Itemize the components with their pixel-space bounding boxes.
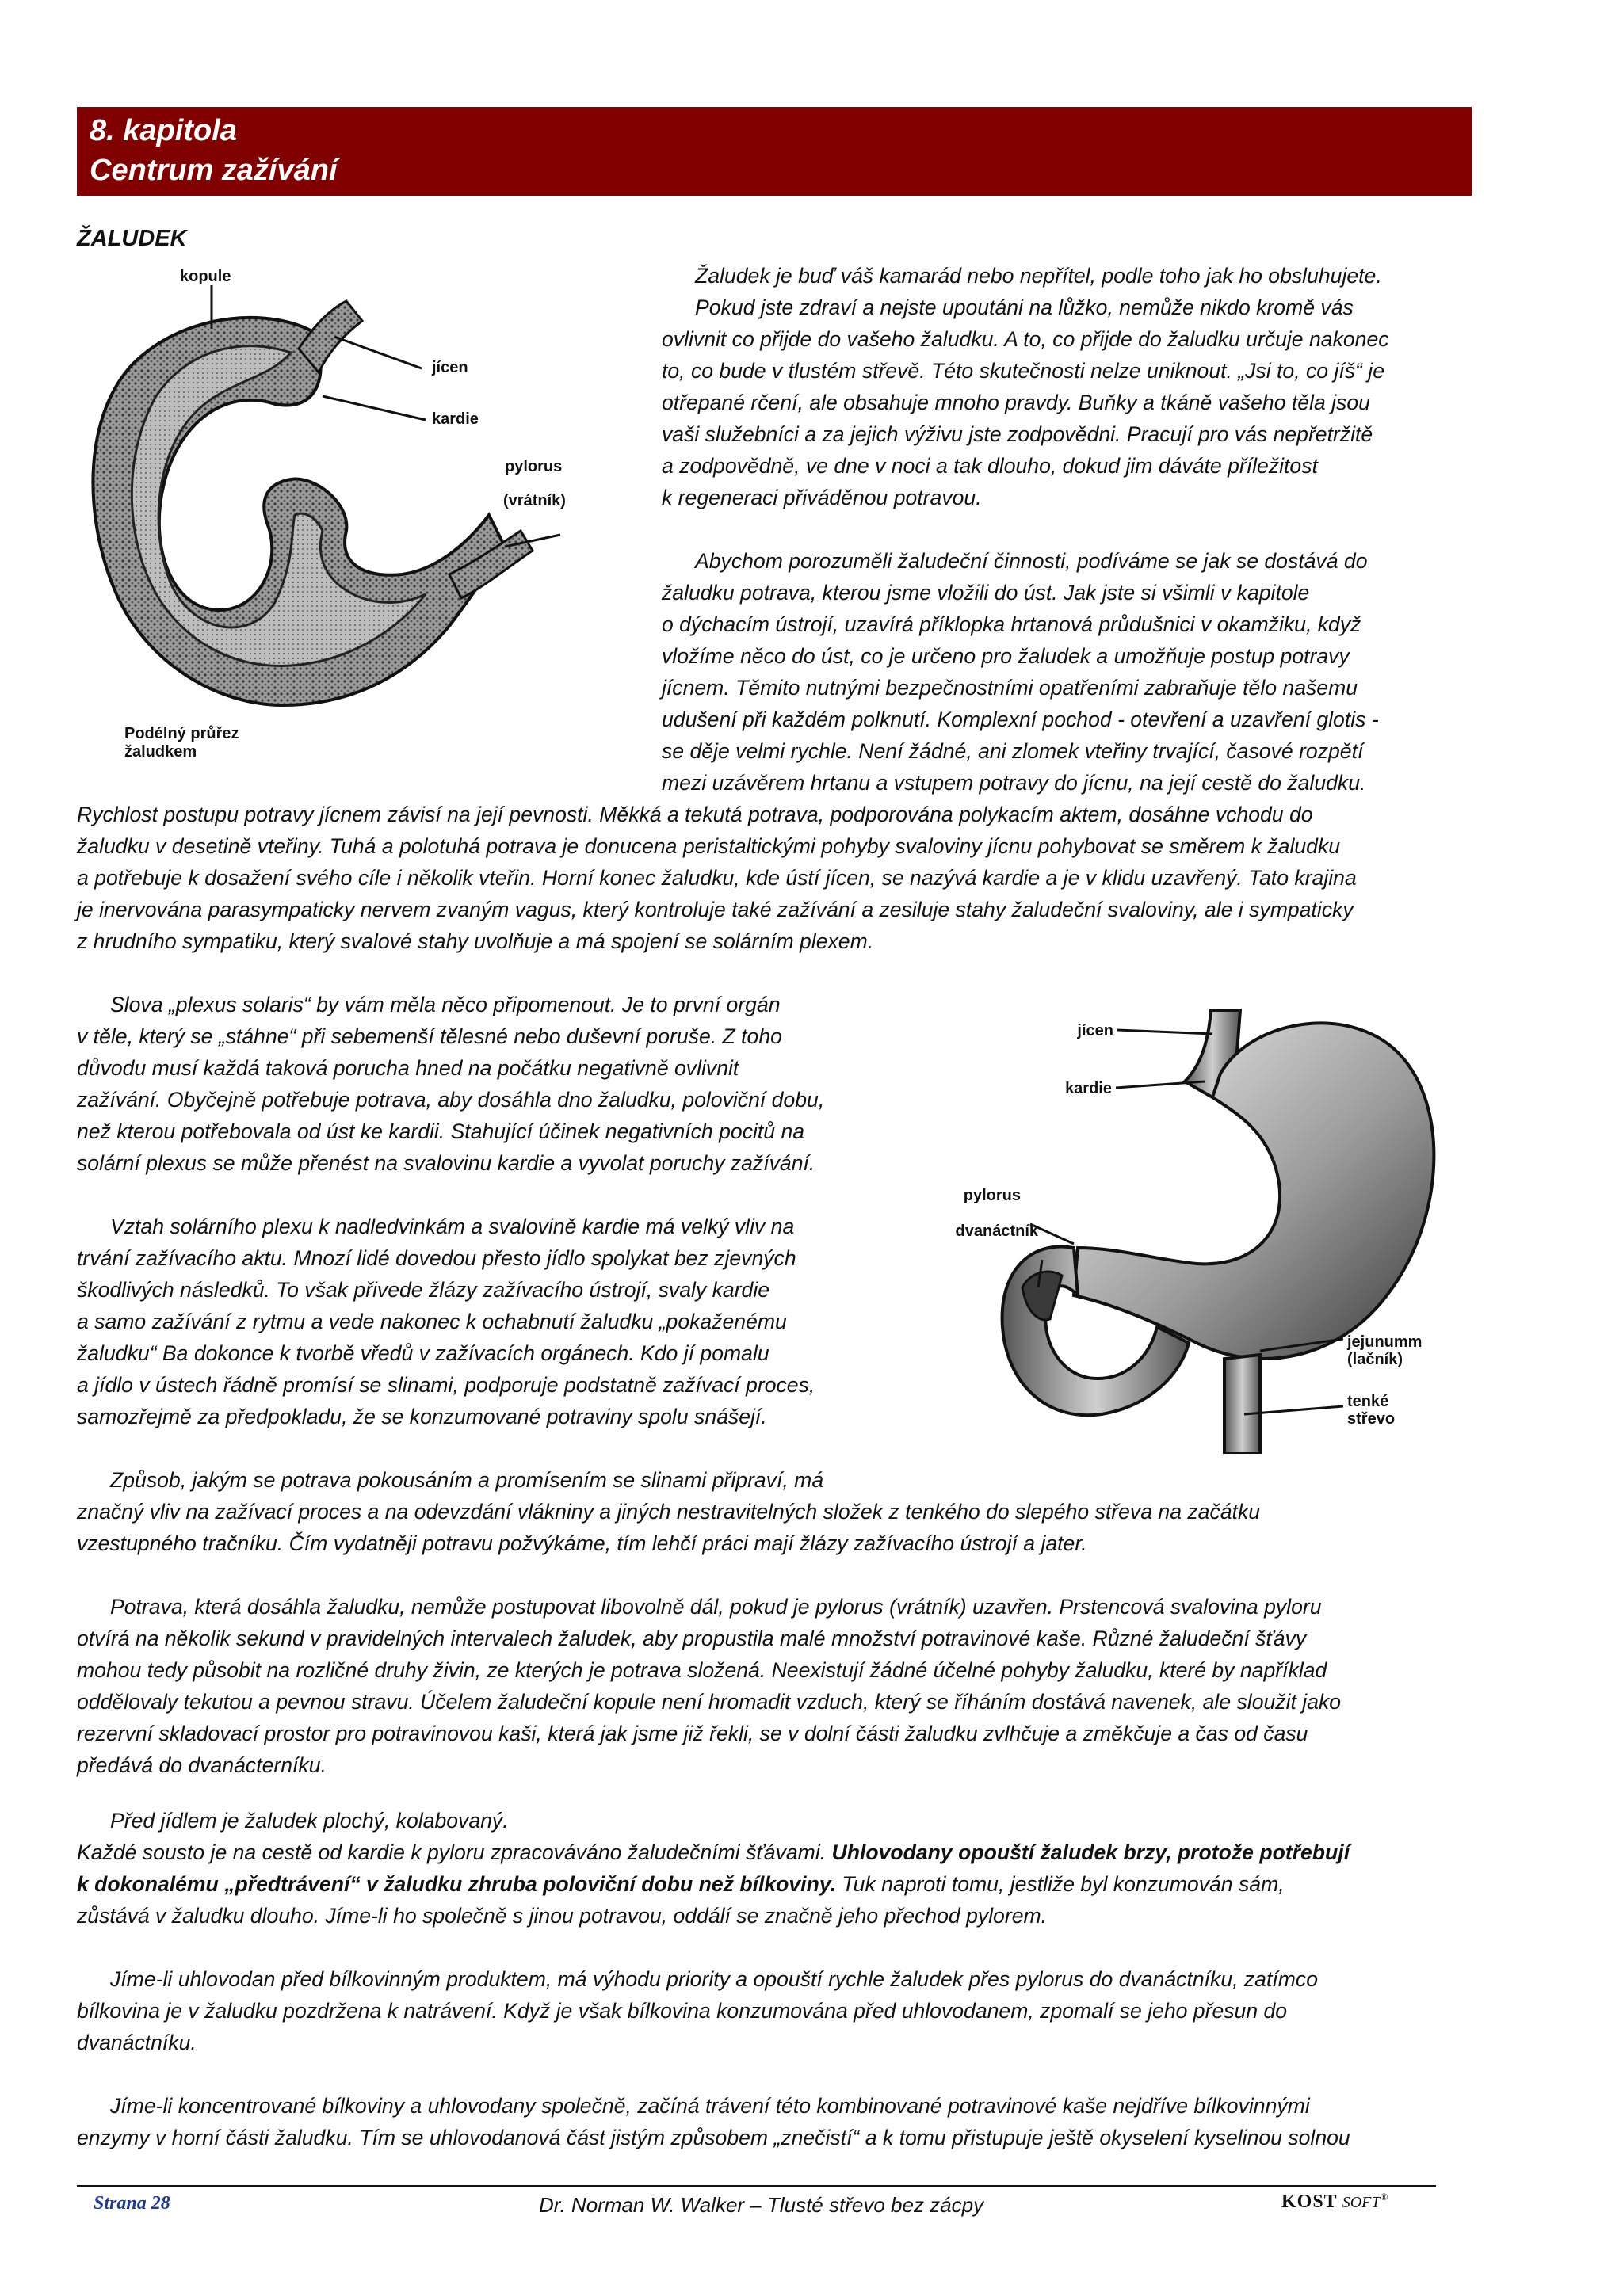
label-dvanactnik: dvanáctník <box>955 1222 1038 1240</box>
text-line <box>77 1868 1350 1900</box>
text-line: a samo zažívání z rytmu a vede nakonec k ochabnutí žaludku „pokaženému <box>77 1310 787 1333</box>
text-line: vložíme něco do úst, co je určeno pro žaludek a umožňuje postup potravy <box>662 644 1350 668</box>
text-line: důvodu musí každá taková porucha hned na počátku negativně ovlivnit <box>77 1056 739 1080</box>
stomach-section-figure <box>77 261 600 776</box>
text-line: a potřebuje k dosažení svého cíle i několik vteřin. Horní konec žaludku, kde ústí jícen, se nazývá kardie a je v klidu uzavřený. Tato krajina <box>77 866 1357 890</box>
label-jicen-2: jícen <box>1077 1022 1113 1039</box>
text-line: předává do dvanácterníku. <box>77 1753 327 1777</box>
brand-part-2: SOFT <box>1342 2194 1381 2211</box>
text-line: jícnem. Těmito nutnými bezpečnostními opatřeními zabraňuje tělo našemu <box>662 676 1358 700</box>
text-line: ovlivnit co přijde do vašeho žaludku. A to, co přijde do žaludku určuje nakonec <box>662 327 1389 351</box>
chapter-number: 8. kapitola <box>90 114 237 147</box>
text-line: Jíme-li uhlovodan před bílkovinným produktem, má výhodu priority a opouští rychle žaludek přes pylorus do dvanáctníku, zatímco <box>110 1967 1318 1991</box>
text-line: Slova „plexus solaris“ by vám měla něco připomenout. Je to první orgán <box>110 993 781 1016</box>
publisher-logo <box>1281 2191 1388 2213</box>
text-line: žaludku v desetině vteřiny. Tuhá a polotuhá potrava je donucena peristaltickými pohyby svaloviny jícnu pohybovat se směrem k žaludku <box>77 834 1341 858</box>
paragraph-4 <box>77 1211 815 1432</box>
paragraph-9 <box>77 2090 1350 2153</box>
text-line: o dýchacím ústrojí, uzavírá příklopka hrtanová průdušnici v okamžiku, když <box>662 612 1361 636</box>
stomach-body <box>1074 1023 1434 1359</box>
text-line: otvírá na několik sekund v pravidelných intervalech žaludek, aby propustila malé množství potravinové kaše. Různé žaludeční šťávy <box>77 1627 1307 1650</box>
section-title: ŽALUDEK <box>77 226 187 251</box>
label-kardie-2: kardie <box>1065 1080 1112 1097</box>
text-bold: Uhlovodany opouští žaludek brzy, protože potřebují <box>831 1840 1350 1864</box>
text-line: rezervní skladovací prostor pro potravinovou kaši, která jak jsme již řekli, se v dolní části žaludku zvlhčuje a změkčuje a čas od času <box>77 1722 1308 1745</box>
text-line: vzestupného tračníku. Čím vydatněji potravu požvýkáme, tím lehčí práci mají žlázy zažívacího ústrojí a jater. <box>77 1531 1087 1555</box>
text-line: bílkovina je v žaludku pozdržena k natrávení. Když je však bílkovina konzumována před uhlovodanem, zpomalí se jeho přesun do <box>77 1999 1288 2023</box>
text-line <box>77 1836 1350 1868</box>
text-line: je inervována parasympaticky nervem zvaným vagus, který kontroluje také zažívání a zesiluje stahy žaludeční svaloviny, ale i sympaticky <box>77 898 1354 921</box>
text-line: mohou tedy působit na rozličné druhy živin, ze kterých je potrava složená. Neexistují žádné účelné pohyby žaludku, které by například <box>77 1658 1327 1682</box>
text-line: Způsob, jakým se potrava pokousáním a promísením se slinami připraví, má <box>110 1468 824 1492</box>
text-line: vaši služebníci a za jejich výživu jste zodpovědni. Pracují pro vás nepřetržitě <box>662 422 1373 446</box>
text-line: se děje velmi rychle. Není žádné, ani zlomek vteřiny trvající, časové rozpětí <box>662 739 1364 763</box>
text-line: v těle, který se „stáhne“ při sebemenší tělesné nebo duševní poruše. Z toho <box>77 1024 782 1048</box>
label-lacnik: (lačník) <box>1347 1351 1403 1368</box>
text-bold: k dokonalému „předtrávení“ v žaludku zhruba poloviční dobu než bílkoviny. <box>77 1872 837 1896</box>
label-strevo: střevo <box>1347 1410 1396 1428</box>
text-line: Abychom porozuměli žaludeční činnosti, podíváme se jak se dostává do <box>695 549 1368 573</box>
figure1-caption-1: Podélný průřez <box>124 725 239 742</box>
paragraph-5 <box>77 1464 1260 1559</box>
text-line: Žaludek je buď váš kamarád nebo nepřítel, podle toho jak ho obsluhujete. <box>695 264 1382 288</box>
text-line: otřepané rčení, ale obsahuje mnoho pravdy. Buňky a tkáně vašeho těla jsou <box>662 391 1370 414</box>
text-line: dvanáctníku. <box>77 2031 197 2054</box>
text-line: a zodpovědně, ve dne v noci a tak dlouho, dokud jim dáváte příležitost <box>662 454 1318 478</box>
paragraph-2-wide <box>77 799 1357 957</box>
jejunum <box>1224 1355 1260 1454</box>
page-number: Strana 28 <box>94 2193 170 2214</box>
brand-part-1: KOST <box>1281 2191 1338 2212</box>
text-line: solární plexus se může přenést na svalovinu kardie a vyvolat poruchy zažívání. <box>77 1151 815 1175</box>
text-line: žaludku“ Ba dokonce k tvorbě vředů v zažívacích orgánech. Kdo jí pomalu <box>77 1341 769 1365</box>
text-line: oddělovaly tekutou a pevnou stravu. Účelem žaludeční kopule není hromadit vzduch, který se říháním dostává navenek, ale sloužit jako <box>77 1690 1342 1714</box>
label-pylorus-2: pylorus <box>963 1187 1021 1204</box>
text-line: samozřejmě za předpokladu, že se konzumované potraviny spolu snášejí. <box>77 1405 767 1428</box>
paragraph-7 <box>77 1805 1350 1932</box>
chapter-title: Centrum zažívání <box>90 154 338 187</box>
paragraph-6 <box>77 1591 1341 1781</box>
book-title: Dr. Norman W. Walker – Tlusté střevo bez zácpy <box>539 2193 984 2217</box>
text-line: než kterou potřebovala od úst ke kardii. Stahující účinek negativních pocitů na <box>77 1119 805 1143</box>
label-jicen: jícen <box>432 359 468 376</box>
stomach-duodenum-figure <box>911 986 1466 1454</box>
text-line: udušení při každém polknutí. Komplexní pochod - otevření a uzavření glotis - <box>662 707 1379 731</box>
label-kardie: kardie <box>432 410 479 428</box>
label-tenke: tenké <box>1347 1393 1389 1410</box>
text-line: trvání zažívacího aktu. Mnozí lidé dovedou přesto jídlo spolykat bez zjevných <box>77 1246 796 1270</box>
label-kopule: kopule <box>180 268 231 285</box>
text-line: škodlivých následků. To však přivede žlázy zažívacího ústrojí, svaly kardie <box>77 1278 770 1302</box>
label-vratnik: (vrátník) <box>503 492 566 509</box>
label-pylorus: pylorus <box>505 458 563 475</box>
text-line: Před jídlem je žaludek plochý, kolabovaný. <box>110 1809 509 1833</box>
text-line: k regeneraci přiváděnou potravou. <box>662 486 982 509</box>
text-line: žaludku potrava, kterou jsme vložili do úst. Jak jste si všimli v kapitole <box>662 581 1310 605</box>
footer-rule <box>77 2185 1436 2187</box>
registered-mark: ® <box>1380 2191 1388 2203</box>
text-normal: Tuk naproti tomu, jestliže byl konzumován sám, <box>836 1872 1285 1896</box>
text-line: zůstává v žaludku dlouho. Jíme-li ho společně s jinou potravou, oddálí se značně jeho přechod pylorem. <box>77 1904 1048 1928</box>
text-line: to, co bude v tlustém střevě. Této skutečnosti nelze uniknout. „Jsi to, co jíš“ je <box>662 359 1384 383</box>
text-line: z hrudního sympatiku, který svalové stahy uvolňuje a má spojení se solárním plexem. <box>77 929 874 953</box>
paragraph-2-narrow <box>662 545 1379 799</box>
text-line: mezi uzávěrem hrtanu a vstupem potravy do jícnu, na její cestě do žaludku. <box>662 771 1366 795</box>
esophagus-stub <box>299 301 362 372</box>
text-line: zažívání. Obyčejně potřebuje potrava, aby dosáhla dno žaludku, poloviční dobu, <box>77 1088 825 1112</box>
text-line: značný vliv na zažívací proces a na odevzdání vlákniny a jiných nestravitelných složek z tenkého do slepého střeva na začátku <box>77 1500 1261 1524</box>
paragraph-8 <box>77 1963 1318 2058</box>
text-line: Rychlost postupu potravy jícnem závisí na její pevnosti. Měkká a tekutá potrava, podporována polykacím aktem, dosáhne vchodu do <box>77 803 1313 826</box>
label-jejunum: jejunumm <box>1347 1333 1423 1351</box>
intro-paragraph <box>662 260 1389 513</box>
paragraph-3 <box>77 989 824 1179</box>
chapter-header <box>77 107 1472 196</box>
figure1-caption-2: žaludkem <box>124 743 197 761</box>
text-line: enzymy v horní části žaludku. Tím se uhlovodanová část jistým způsobem „znečistí“ a k tomu přistupuje ještě okyselení kyselinou solnou <box>77 2126 1350 2149</box>
text-normal: Každé sousto je na cestě od kardie k pyloru zpracováváno žaludečními šťávami. <box>77 1840 832 1864</box>
text-line: Vztah solárního plexu k nadledvinkám a svalovině kardie má velký vliv na <box>110 1215 795 1238</box>
text-line: a jídlo v ústech řádně promísí se slinami, podporuje podstatně zažívací proces, <box>77 1373 815 1397</box>
text-line: Jíme-li koncentrované bílkoviny a uhlovodany společně, začíná trávení této kombinované potravinové kaše nejdříve bílkovinnými <box>110 2094 1310 2118</box>
text-line: Pokud jste zdraví a nejste upoutáni na lůžko, nemůže nikdo kromě vás <box>695 296 1354 319</box>
text-line: Potrava, která dosáhla žaludku, nemůže postupovat libovolně dál, pokud je pylorus (vrátník) uzavřen. Prstencová svalovina pyloru <box>110 1595 1322 1619</box>
